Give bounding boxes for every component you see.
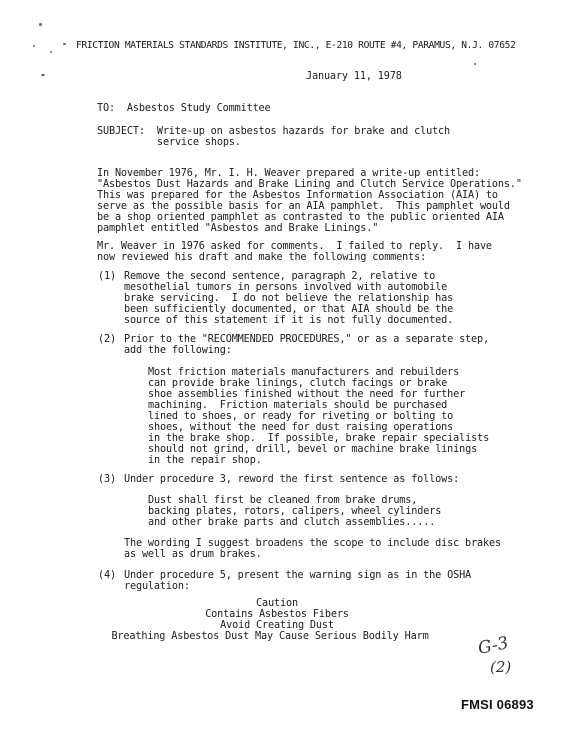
item-line: add the following: xyxy=(124,345,232,356)
item-line: brake servicing. I do not believe the relationship has xyxy=(124,293,454,304)
warning-sign-line: Caution xyxy=(256,598,298,609)
item-line: Remove the second sentence, paragraph 2, relative to xyxy=(124,271,436,282)
handwritten-annotation: (2) xyxy=(490,658,512,676)
warning-sign-line: Breathing Asbestos Dust May Cause Serious Bodily Harm xyxy=(111,631,429,642)
item-number: (2) xyxy=(98,334,116,345)
letterhead: FRICTION MATERIALS STANDARDS INSTITUTE, INC., E-210 ROUTE #4, PARAMUS, N.J. 07652 xyxy=(76,40,516,51)
quoted-line: should not grind, drill, bevel or machine brake linings xyxy=(148,444,478,455)
scan-speck xyxy=(39,23,42,26)
quoted-line: can provide brake linings, clutch facings or brake xyxy=(148,378,448,389)
quoted-line: and other brake parts and clutch assemblies..... xyxy=(148,517,436,528)
scan-speck xyxy=(50,51,52,53)
quoted-line: shoes, without the need for dust raising operations xyxy=(148,422,454,433)
quoted-line: in the brake shop. If possible, brake repair specialists xyxy=(148,433,490,444)
item-number: (3) xyxy=(98,474,116,485)
paragraph-line: now reviewed his draft and make the following comments: xyxy=(97,252,427,263)
document-stamp: FMSI 06893 xyxy=(461,697,534,712)
memo-date: January 11, 1978 xyxy=(306,71,402,82)
quoted-line: Most friction materials manufacturers and rebuilders xyxy=(148,367,460,378)
paragraph-line: serve as the possible basis for an AIA pamphlet. This pamphlet would xyxy=(97,201,510,212)
quoted-line: backing plates, rotors, calipers, wheel cylinders xyxy=(148,506,442,517)
item-number: (1) xyxy=(98,271,116,282)
item-line: source of this statement if it is not fully documented. xyxy=(124,315,454,326)
paragraph-line: In November 1976, Mr. I. H. Weaver prepared a write-up entitled: xyxy=(97,168,480,179)
item-line: The wording I suggest broadens the scope to include disc brakes xyxy=(124,538,501,549)
handwritten-annotation: G-3 xyxy=(476,633,511,659)
item-line: regulation: xyxy=(124,581,190,592)
subject-line: SUBJECT: Write-up on asbestos hazards for brake and clutch xyxy=(97,126,451,137)
warning-sign-line: Contains Asbestos Fibers xyxy=(205,609,349,620)
item-line: Prior to the "RECOMMENDED PROCEDURES," or as a separate step, xyxy=(124,334,489,345)
paragraph-line: pamphlet entitled "Asbestos and Brake Linings." xyxy=(97,223,379,234)
paragraph-line: "Asbestos Dust Hazards and Brake Lining and Clutch Service Operations." xyxy=(97,179,522,190)
item-line: as well as drum brakes. xyxy=(124,549,262,560)
quoted-line: lined to shoes, or ready for riveting or bolting to xyxy=(148,411,454,422)
paragraph-line: This was prepared for the Asbestos Information Association (AIA) to xyxy=(97,190,498,201)
quoted-line: in the repair shop. xyxy=(148,455,262,466)
scan-speck xyxy=(63,43,66,45)
item-line: Under procedure 5, present the warning sign as in the OSHA xyxy=(124,570,472,581)
paragraph-line: be a shop oriented pamphlet as contrasted to the public oriented AIA xyxy=(97,212,504,223)
scan-speck xyxy=(41,74,45,76)
item-line: mesothelial tumors in persons involved with automobile xyxy=(124,282,448,293)
item-line: Under procedure 3, reword the first sentence as follows: xyxy=(124,474,460,485)
quoted-line: shoe assemblies finished without the need for further xyxy=(148,389,466,400)
to-line: TO: Asbestos Study Committee xyxy=(97,103,271,114)
item-number: (4) xyxy=(98,570,116,581)
scan-speck xyxy=(33,45,35,47)
warning-sign-line: Avoid Creating Dust xyxy=(220,620,334,631)
paragraph-line: Mr. Weaver in 1976 asked for comments. I failed to reply. I have xyxy=(97,241,492,252)
scan-speck xyxy=(474,63,476,65)
quoted-line: machining. Friction materials should be purchased xyxy=(148,400,448,411)
subject-line-continued: service shops. xyxy=(157,137,241,148)
quoted-line: Dust shall first be cleaned from brake drums, xyxy=(148,495,418,506)
item-line: been sufficiently documented, or that AIA should be the xyxy=(124,304,454,315)
